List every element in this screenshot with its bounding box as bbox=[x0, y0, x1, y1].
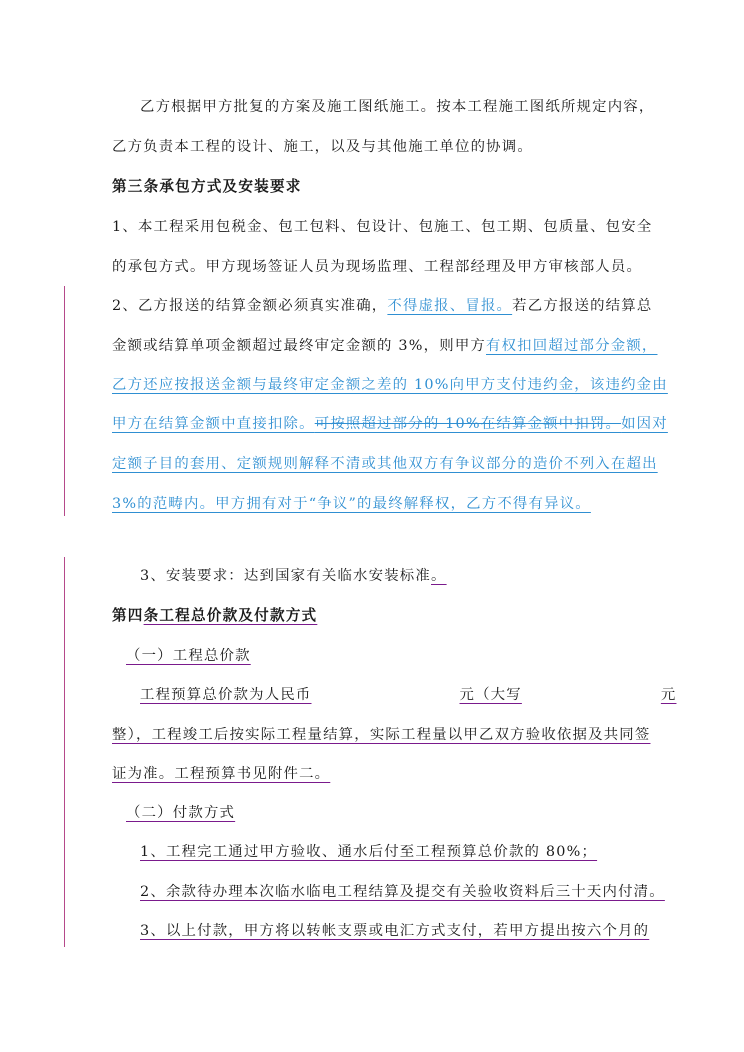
clause-3-2-line bbox=[112, 414, 668, 434]
tracked-insertion: 如因对 bbox=[621, 416, 668, 432]
clause-3-1-line: 1、本工程采用包税金、包工包料、包设计、包施工、包工期、包质量、包安全 bbox=[112, 219, 653, 235]
payment-item: 3、以上付款，甲方将以转帐支票或电汇方式支付，若甲方提出按六个月的 bbox=[140, 923, 650, 939]
tracked-deletion: 可按照超过部分的 10%在结算金额中扣罚。 bbox=[314, 416, 622, 432]
article-4-heading bbox=[112, 606, 317, 626]
payment-item: 1、工程完工通过甲方验收、通水后付至工程预算总价款的 80%； bbox=[140, 844, 598, 860]
price-label: 元（大写 bbox=[459, 687, 522, 703]
tracked-insertion: 甲方在结算金额中直接扣除。 bbox=[112, 416, 315, 432]
section-2-heading: （二）付款方式 bbox=[126, 805, 236, 821]
price-line bbox=[140, 685, 677, 705]
clause-3-2-line bbox=[112, 336, 658, 356]
tracked-change: 。 bbox=[431, 568, 447, 584]
tracked-insertion: 有权扣回超过部分金额， bbox=[486, 338, 658, 354]
clause-3-3-line bbox=[140, 566, 447, 586]
clause-text: 3、安装要求：达到国家有关临水安装标准 bbox=[140, 568, 431, 584]
payment-item: 2、余款待办理本次临水临电工程结算及提交有关验收资料后三十天内付清。 bbox=[140, 884, 665, 900]
body-text-line: 乙方负责本工程的设计、施工，以及与其他施工单位的协调。 bbox=[112, 139, 533, 155]
heading-part: 第四 bbox=[112, 607, 144, 624]
clause-text: 若乙方报送的结算总 bbox=[512, 298, 653, 314]
revision-change-bar bbox=[64, 557, 65, 947]
article-3-heading: 第三条承包方式及安装要求 bbox=[112, 178, 302, 195]
tracked-insertion: 不得虚报、冒报。 bbox=[387, 298, 513, 314]
revision-change-bar bbox=[64, 286, 65, 516]
body-text-line: 乙方根据甲方批复的方案及施工图纸施工。按本工程施工图纸所规定内容， bbox=[140, 99, 655, 115]
tracked-change-line: 整），工程竣工后按实际工程量结算，实际工程量以甲乙双方验收依据及共同签 bbox=[112, 727, 651, 743]
clause-3-2-line bbox=[112, 296, 652, 316]
tracked-insertion-line: 3%的范畴内。甲方拥有对于“争议”的最终解释权，乙方不得有异议。 bbox=[112, 496, 591, 512]
price-label: 元 bbox=[660, 687, 677, 703]
clause-text: 金额或结算单项金额超过最终审定金额的 3%，则甲方 bbox=[112, 338, 486, 354]
tracked-insertion-line: 乙方还应按报送金额与最终审定金额之差的 10%向甲方支付违约金，该违约金由 bbox=[112, 377, 668, 393]
tracked-insertion-line: 定额子目的套用、定额规则解释不清或其他双方有争议部分的造价不列入在超出 bbox=[112, 456, 658, 472]
clause-text: 2、乙方报送的结算金额必须真实准确， bbox=[112, 298, 388, 314]
tracked-change: 条工程总价款及付款方式 bbox=[143, 607, 318, 624]
price-label: 工程预算总价款为人民币 bbox=[140, 687, 312, 703]
section-1-heading: （一）工程总价款 bbox=[126, 648, 251, 664]
clause-3-1-line: 的承包方式。甲方现场签证人员为现场监理、工程部经理及甲方审核部人员。 bbox=[112, 259, 643, 275]
tracked-change-line: 证为准。工程预算书见附件二。 bbox=[112, 766, 331, 782]
